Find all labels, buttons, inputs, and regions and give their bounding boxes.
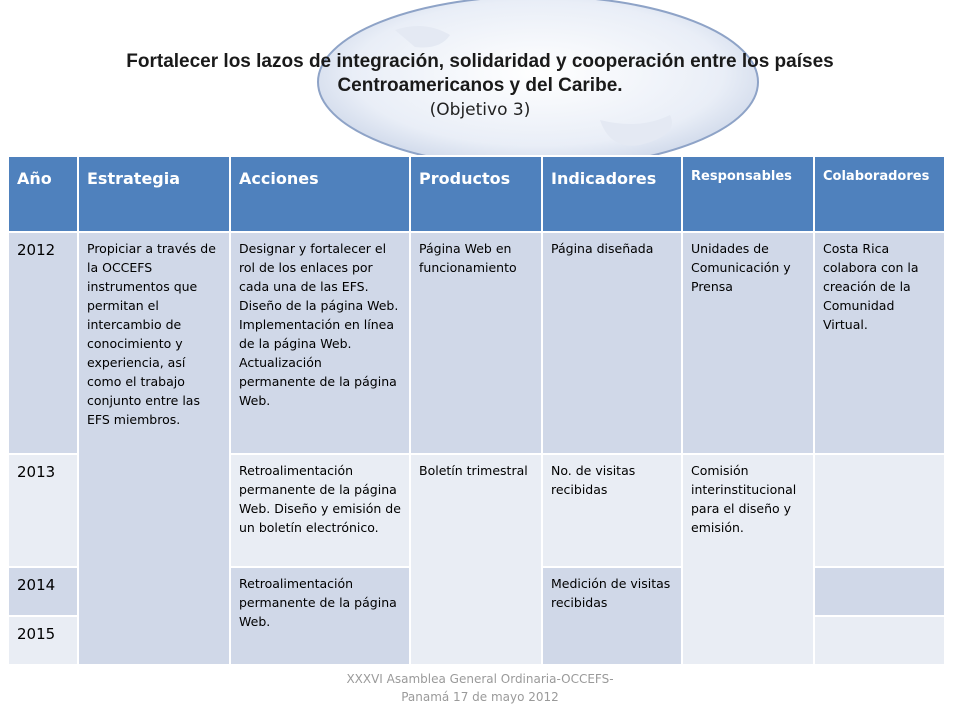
productos-cell: Boletín trimestral — [410, 454, 542, 665]
acciones-cell: Designar y fortalecer el rol de los enlaces por cada una de las EFS. Diseño de la página Web. Implementación en línea de la página Web. Actualización permanente de la página Web. — [230, 232, 410, 454]
header-responsables: Responsables — [682, 156, 814, 232]
estrategia-cell: Propiciar a través de la OCCEFS instrumentos que permitan el intercambio de conocimiento y experiencia, así como el trabajo conjunto entre las EFS miembros. — [78, 232, 230, 665]
indicadores-cell: Página diseñada — [542, 232, 682, 454]
colaboradores-cell — [814, 454, 945, 567]
colaboradores-cell — [814, 567, 945, 616]
table-header-row — [8, 156, 945, 232]
year-cell: 2014 — [8, 567, 78, 616]
acciones-cell: Retroalimentación permanente de la página Web. — [230, 567, 410, 665]
indicadores-cell: Medición de visitas recibidas — [542, 567, 682, 665]
slide-title-block — [0, 0, 960, 122]
responsables-cell: Unidades de Comunicación y Prensa — [682, 232, 814, 454]
footer-line-2: Panamá 17 de mayo 2012 — [401, 690, 559, 704]
indicadores-cell: No. de visitas recibidas — [542, 454, 682, 567]
colaboradores-cell — [814, 616, 945, 665]
objective-label: (Objetivo 3) — [429, 100, 531, 120]
productos-cell: Página Web en funcionamiento — [410, 232, 542, 454]
header-colaboradores: Colaboradores — [814, 156, 945, 232]
strategy-table — [7, 155, 946, 666]
year-cell: 2013 — [8, 454, 78, 567]
table-row — [8, 232, 945, 454]
footer-line-1: XXXVI Asamblea General Ordinaria-OCCEFS- — [346, 672, 614, 686]
header-productos: Productos — [410, 156, 542, 232]
acciones-cell: Retroalimentación permanente de la página Web. Diseño y emisión de un boletín electrónico. — [230, 454, 410, 567]
footer-note — [300, 670, 660, 706]
header-indicadores: Indicadores — [542, 156, 682, 232]
colaboradores-cell: Costa Rica colabora con la creación de la Comunidad Virtual. — [814, 232, 945, 454]
slide-title-line-2: Centroamericanos y del Caribe. — [337, 75, 623, 96]
header-acciones: Acciones — [230, 156, 410, 232]
header-estrategia: Estrategia — [78, 156, 230, 232]
responsables-cell: Comisión interinstitucional para el diseño y emisión. — [682, 454, 814, 665]
year-cell: 2012 — [8, 232, 78, 454]
slide-title-line-1: Fortalecer los lazos de integración, solidaridad y cooperación entre los países — [126, 51, 834, 72]
year-cell: 2015 — [8, 616, 78, 665]
header-ano: Año — [8, 156, 78, 232]
